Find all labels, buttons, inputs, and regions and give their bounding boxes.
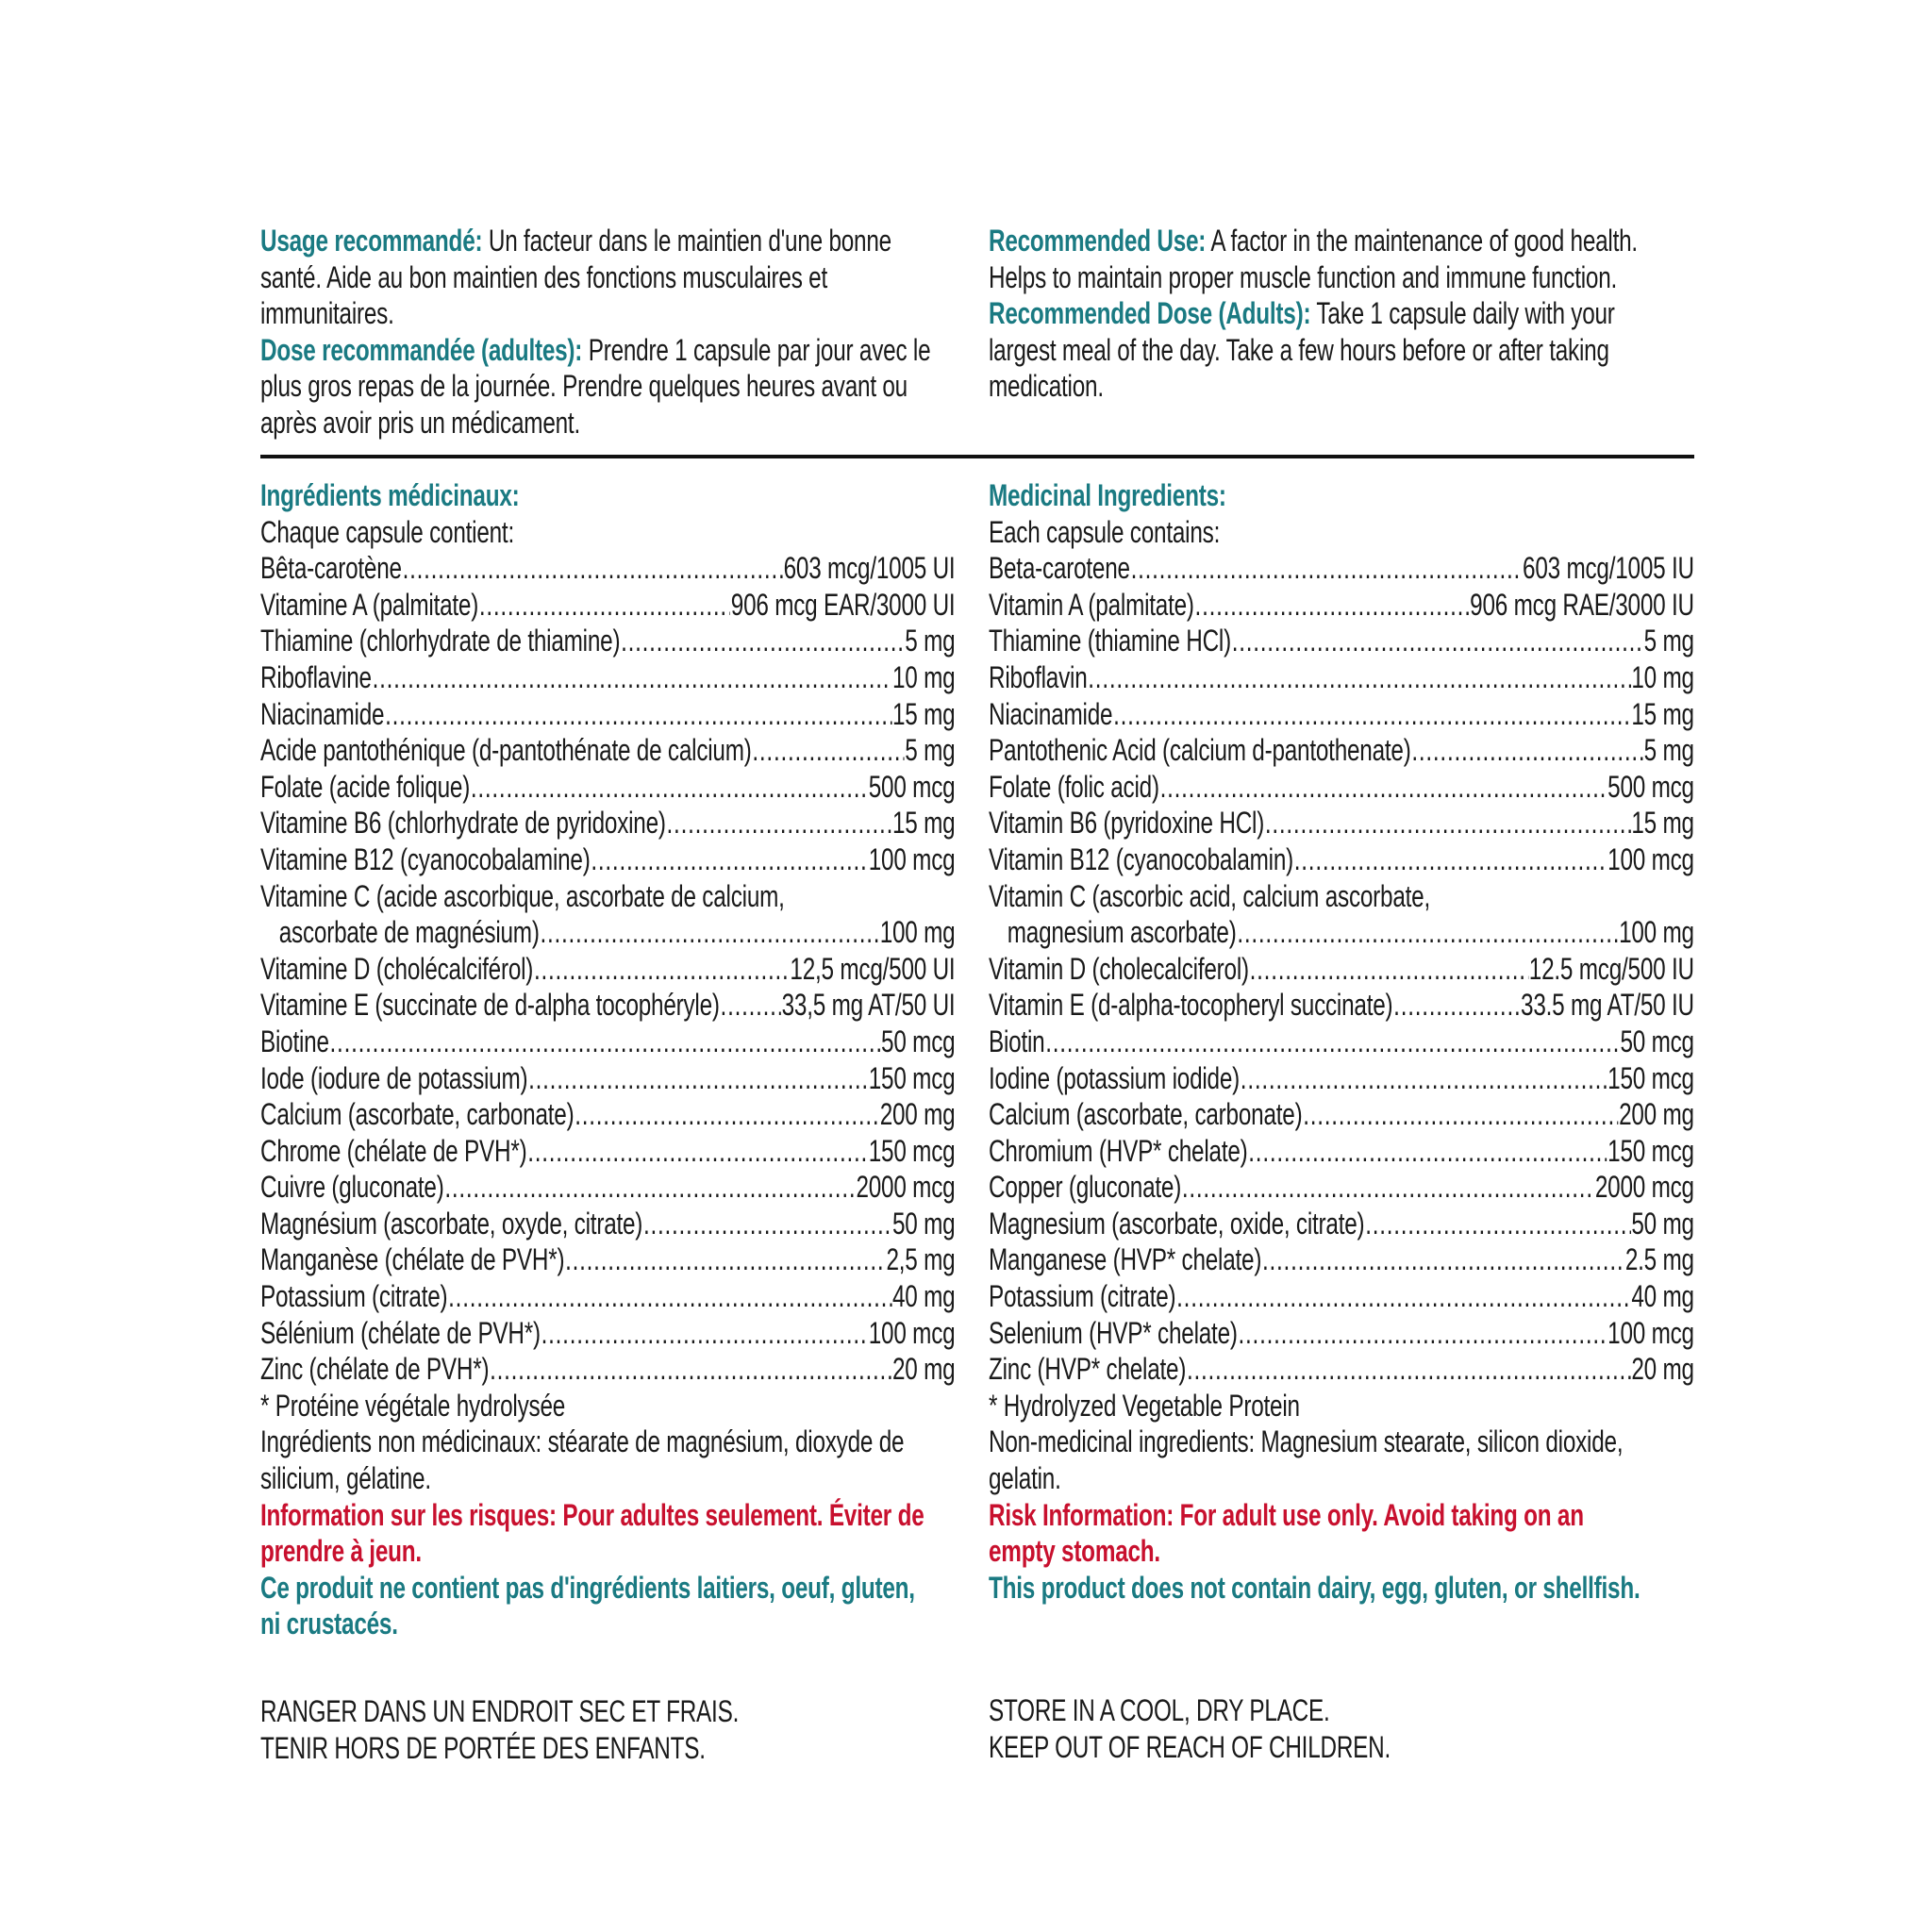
en-vitc-line-1: Vitamin C (ascorbic acid, calcium ascorbate, <box>989 878 1431 913</box>
ingredient-row <box>989 1096 1694 1133</box>
en-storage-1: STORE IN A COOL, DRY PLACE. <box>989 1693 1330 1728</box>
ingredient-row <box>989 1169 1694 1206</box>
ingredient-row <box>260 1133 955 1170</box>
leader-dots <box>541 1315 868 1352</box>
fr-use-line-3: immunitaires. <box>260 296 394 331</box>
ingredient-name: Calcium (ascorbate, carbonate) <box>989 1097 1303 1132</box>
ingredient-row <box>260 696 955 733</box>
leader-dots <box>1303 1096 1618 1133</box>
ingredient-name: Selenium (HVP* chelate) <box>989 1315 1238 1350</box>
ingredient-amount: 100 mcg <box>1607 841 1694 876</box>
ingredient-row <box>989 623 1694 659</box>
en-usage-block <box>989 223 1683 405</box>
ingredient-amount: 100 mcg <box>868 841 956 876</box>
ingredient-row <box>260 951 955 988</box>
leader-dots <box>1250 951 1528 988</box>
en-vitc-name: magnesium ascorbate) <box>1007 915 1237 950</box>
en-use-line-1: Recommended Use: A factor in the maintenance of good health. <box>989 224 1638 258</box>
ingredient-name: Copper (gluconate) <box>989 1170 1182 1205</box>
ingredient-name: Cuivre (gluconate) <box>260 1170 444 1205</box>
ingredient-name: Chrome (chélate de PVH*) <box>260 1133 527 1168</box>
fr-use-line-1: Usage recommandé: Un facteur dans le maintien d'une bonne <box>260 224 891 258</box>
ingredient-row <box>260 805 955 841</box>
ingredient-row <box>260 1060 955 1097</box>
leader-dots <box>1265 805 1631 841</box>
en-vitc-row <box>989 914 1694 951</box>
ingredient-name: Vitamine B6 (chlorhydrate de pyridoxine) <box>260 806 666 841</box>
ingredient-name: Magnésium (ascorbate, oxyde, citrate) <box>260 1206 643 1241</box>
leader-dots <box>1411 732 1643 769</box>
ingredient-row <box>989 659 1694 696</box>
fr-ingredients-heading: Ingrédients médicinaux: <box>260 478 520 512</box>
ingredient-name: Pantothenic Acid (calcium d-pantothenate) <box>989 733 1411 768</box>
ingredient-amount: 12,5 mcg/500 UI <box>790 951 956 986</box>
leader-dots <box>330 1024 881 1060</box>
fr-footnote: * Protéine végétale hydrolysée <box>260 1388 566 1423</box>
ingredient-name: Folate (acide folique) <box>260 769 471 804</box>
leader-dots <box>373 659 892 696</box>
ingredient-row <box>989 696 1694 733</box>
leader-dots <box>471 769 868 806</box>
leader-dots <box>1232 623 1643 659</box>
ingredient-amount: 603 mcg/1005 UI <box>783 551 956 586</box>
fr-ingredient-list-2 <box>260 951 955 1388</box>
ingredient-amount: 200 mg <box>879 1097 956 1132</box>
leader-dots <box>1262 1241 1624 1278</box>
ingredient-name: Biotine <box>260 1024 329 1058</box>
ingredient-name: Thiamine (chlorhydrate de thiamine) <box>260 624 621 658</box>
fr-allergen-1: Ce produit ne contient pas d'ingrédients laitiers, oeuf, gluten, <box>260 1570 915 1605</box>
ingredient-row <box>260 732 955 769</box>
en-allergen-1: This product does not contain dairy, egg, gluten, or shellfish. <box>989 1570 1641 1605</box>
ingredient-row <box>260 550 955 587</box>
en-dose-label: Recommended Dose (Adults): <box>989 296 1311 331</box>
ingredient-name: Bêta-carotène <box>260 551 402 586</box>
leader-dots <box>1045 1024 1619 1060</box>
ingredient-row <box>260 769 955 806</box>
ingredient-row <box>989 1315 1694 1352</box>
ingredient-row <box>989 732 1694 769</box>
leader-dots <box>534 951 790 988</box>
leader-dots <box>1187 1351 1631 1388</box>
en-each-capsule: Each capsule contains: <box>989 514 1221 549</box>
ingredient-name: Vitamine B12 (cyanocobalamine) <box>260 841 591 876</box>
ingredient-amount: 500 mcg <box>1607 769 1694 804</box>
ingredient-name: Vitamin B6 (pyridoxine HCl) <box>989 806 1265 841</box>
ingredient-amount: 500 mcg <box>868 769 956 804</box>
ingredient-name: Zinc (HVP* chelate) <box>989 1352 1187 1387</box>
leader-dots <box>490 1351 891 1388</box>
leader-dots <box>1176 1278 1630 1315</box>
fr-vitc-name: ascorbate de magnésium) <box>278 915 540 950</box>
ingredient-amount: 2.5 mg <box>1624 1242 1694 1277</box>
ingredient-amount: 906 mcg EAR/3000 UI <box>730 587 956 622</box>
ingredient-row <box>989 769 1694 806</box>
ingredient-row <box>260 623 955 659</box>
fr-use-label: Usage recommandé: <box>260 224 483 258</box>
ingredient-amount: 100 mcg <box>1607 1315 1694 1350</box>
ingredient-amount: 100 mcg <box>868 1315 956 1350</box>
leader-dots <box>385 696 891 733</box>
leader-dots <box>1160 769 1607 806</box>
fr-vitc-row <box>260 914 955 951</box>
ingredient-name: Vitamin D (cholecalciferol) <box>989 951 1249 986</box>
leader-dots <box>479 587 730 624</box>
ingredient-row <box>989 1278 1694 1315</box>
fr-ingredient-list <box>260 550 955 877</box>
ingredient-name: Vitamine A (palmitate) <box>260 587 479 622</box>
ingredient-row <box>260 1241 955 1278</box>
ingredient-row <box>260 1206 955 1242</box>
ingredient-row <box>989 1060 1694 1097</box>
ingredient-row <box>989 987 1694 1024</box>
ingredient-row <box>989 951 1694 988</box>
fr-storage-1: RANGER DANS UN ENDROIT SEC ET FRAIS. <box>260 1694 740 1728</box>
leader-dots <box>527 1133 868 1170</box>
ingredient-row <box>260 1278 955 1315</box>
ingredient-name: Riboflavin <box>989 659 1088 694</box>
leader-dots <box>1239 1315 1607 1352</box>
ingredient-amount: 2000 mcg <box>1594 1170 1694 1205</box>
leader-dots <box>565 1241 886 1278</box>
fr-each-capsule: Chaque capsule contient: <box>260 514 515 549</box>
ingredient-row <box>989 587 1694 624</box>
fr-dose-line-1: Dose recommandée (adultes): Prendre 1 capsule par jour avec le <box>260 332 931 367</box>
leader-dots <box>1393 987 1520 1024</box>
ingredient-amount: 5 mg <box>1643 733 1694 768</box>
ingredient-row <box>989 550 1694 587</box>
leader-dots <box>667 805 892 841</box>
fr-dose-label: Dose recommandée (adultes): <box>260 332 583 367</box>
en-footnote: * Hydrolyzed Vegetable Protein <box>989 1388 1300 1423</box>
ingredient-name: Zinc (chélate de PVH*) <box>260 1352 490 1387</box>
ingredient-name: Manganèse (chélate de PVH*) <box>260 1242 565 1277</box>
en-risk-1: Risk Information: For adult use only. Avoid taking on an <box>989 1497 1584 1532</box>
ingredient-row <box>260 1096 955 1133</box>
ingredient-amount: 33,5 mg AT/50 UI <box>781 988 956 1023</box>
ingredient-name: Potassium (citrate) <box>989 1279 1176 1314</box>
ingredient-row <box>260 587 955 624</box>
en-ingredients-block <box>989 477 1694 1766</box>
leader-dots <box>1113 696 1631 733</box>
fr-use-line-2: santé. Aide au bon maintien des fonctions musculaires et <box>260 259 828 294</box>
ingredient-name: Sélénium (chélate de PVH*) <box>260 1315 541 1350</box>
fr-dose-line-3: après avoir pris un médicament. <box>260 405 580 440</box>
ingredient-row <box>260 841 955 878</box>
ingredient-amount: 50 mg <box>891 1206 956 1241</box>
leader-dots <box>1195 587 1470 624</box>
ingredient-amount: 150 mcg <box>1607 1133 1694 1168</box>
fr-storage-2: TENIR HORS DE PORTÉE DES ENFANTS. <box>260 1730 706 1765</box>
ingredient-amount: 20 mg <box>891 1352 956 1387</box>
en-dose-line-3: medication. <box>989 369 1104 404</box>
en-vitc-amount: 100 mg <box>1619 915 1694 950</box>
leader-dots <box>444 1169 855 1206</box>
ingredient-row <box>989 841 1694 878</box>
en-non-medicinal-1: Non-medicinal ingredients: Magnesium stearate, silicon dioxide, <box>989 1424 1624 1459</box>
leader-dots <box>621 623 904 659</box>
ingredient-amount: 906 mcg RAE/3000 IU <box>1470 587 1694 622</box>
leader-dots <box>1237 914 1618 951</box>
ingredient-name: Iodine (potassium iodide) <box>989 1060 1241 1095</box>
ingredient-row <box>260 1024 955 1060</box>
ingredient-row <box>989 1206 1694 1242</box>
ingredient-row <box>260 1351 955 1388</box>
en-dose-line-2: largest meal of the day. Take a few hours before or after taking <box>989 332 1609 367</box>
ingredient-amount: 50 mcg <box>881 1024 956 1058</box>
ingredient-name: Iode (iodure de potassium) <box>260 1060 528 1095</box>
ingredient-amount: 15 mg <box>891 806 956 841</box>
ingredient-amount: 603 mcg/1005 IU <box>1523 551 1694 586</box>
ingredient-row <box>989 1351 1694 1388</box>
ingredient-amount: 2000 mcg <box>856 1170 956 1205</box>
fr-vitc-line-1: Vitamine C (acide ascorbique, ascorbate de calcium, <box>260 878 785 913</box>
leader-dots <box>1248 1133 1607 1170</box>
en-non-medicinal-2: gelatin. <box>989 1461 1061 1496</box>
ingredient-name: Riboflavine <box>260 659 372 694</box>
ingredient-name: Niacinamide <box>989 696 1113 731</box>
leader-dots <box>1182 1169 1594 1206</box>
leader-dots <box>1131 550 1523 587</box>
ingredient-name: Magnesium (ascorbate, oxide, citrate) <box>989 1206 1365 1241</box>
leader-dots <box>403 550 783 587</box>
leader-dots <box>528 1060 868 1097</box>
en-dose-line-1: Recommended Dose (Adults): Take 1 capsule daily with your <box>989 296 1615 331</box>
ingredient-name: Vitamin E (d-alpha-tocopheryl succinate) <box>989 988 1393 1023</box>
leader-dots <box>575 1096 879 1133</box>
ingredient-row <box>260 987 955 1024</box>
en-ingredients-heading: Medicinal Ingredients: <box>989 478 1226 512</box>
ingredient-name: Acide pantothénique (d-pantothénate de calcium) <box>260 733 752 768</box>
ingredient-name: Vitamin B12 (cyanocobalamin) <box>989 841 1294 876</box>
ingredient-amount: 150 mcg <box>868 1133 956 1168</box>
fr-dose-line-2: plus gros repas de la journée. Prendre quelques heures avant ou <box>260 369 908 404</box>
ingredient-name: Vitamine D (cholécalciférol) <box>260 951 534 986</box>
ingredient-amount: 5 mg <box>905 733 956 768</box>
ingredient-name: Vitamine E (succinate de d-alpha tocophéryle) <box>260 988 720 1023</box>
fr-risk-1: Information sur les risques: Pour adultes seulement. Éviter de <box>260 1497 924 1532</box>
ingredient-name: Niacinamide <box>260 696 385 731</box>
en-risk-2: empty stomach. <box>989 1534 1160 1569</box>
leader-dots <box>721 987 781 1024</box>
ingredient-amount: 40 mg <box>891 1279 956 1314</box>
ingredient-amount: 20 mg <box>1631 1352 1694 1387</box>
ingredient-name: Folate (folic acid) <box>989 769 1159 804</box>
ingredient-name: Biotin <box>989 1024 1045 1058</box>
ingredient-amount: 50 mcg <box>1620 1024 1694 1058</box>
ingredient-amount: 5 mg <box>1643 624 1694 658</box>
ingredient-amount: 150 mcg <box>1607 1060 1694 1095</box>
ingredient-amount: 150 mcg <box>868 1060 956 1095</box>
ingredient-name: Potassium (citrate) <box>260 1279 448 1314</box>
en-storage-2: KEEP OUT OF REACH OF CHILDREN. <box>989 1730 1391 1764</box>
leader-dots <box>448 1278 891 1315</box>
ingredient-amount: 15 mg <box>891 696 956 731</box>
leader-dots <box>752 732 904 769</box>
ingredient-name: Thiamine (thiamine HCl) <box>989 624 1231 658</box>
en-use-label: Recommended Use: <box>989 224 1207 258</box>
ingredient-amount: 40 mg <box>1631 1279 1694 1314</box>
fr-non-medicinal-1: Ingrédients non médicinaux: stéarate de magnésium, dioxyde de <box>260 1424 905 1459</box>
ingredient-amount: 15 mg <box>1631 696 1694 731</box>
en-ingredient-list <box>989 550 1694 877</box>
fr-vitc-amount: 100 mg <box>879 915 956 950</box>
ingredient-row <box>260 1315 955 1352</box>
leader-dots <box>643 1206 891 1242</box>
ingredient-amount: 12.5 mcg/500 IU <box>1528 951 1694 986</box>
leader-dots <box>591 841 868 878</box>
ingredient-amount: 5 mg <box>905 624 956 658</box>
leader-dots <box>540 914 878 951</box>
ingredient-row <box>260 1169 955 1206</box>
ingredient-name: Calcium (ascorbate, carbonate) <box>260 1097 575 1132</box>
fr-risk-2: prendre à jeun. <box>260 1534 422 1569</box>
ingredient-amount: 33.5 mg AT/50 IU <box>1521 988 1694 1023</box>
en-ingredient-list-2 <box>989 951 1694 1388</box>
ingredient-name: Vitamin A (palmitate) <box>989 587 1194 622</box>
ingredient-amount: 2,5 mg <box>886 1242 956 1277</box>
ingredient-amount: 200 mg <box>1619 1097 1694 1132</box>
leader-dots <box>1294 841 1607 878</box>
ingredient-row <box>989 1241 1694 1278</box>
ingredient-amount: 50 mg <box>1631 1206 1694 1241</box>
en-use-line-2: Helps to maintain proper muscle function and immune function. <box>989 259 1618 294</box>
fr-non-medicinal-2: silicium, gélatine. <box>260 1461 431 1496</box>
fr-allergen-2: ni crustacés. <box>260 1607 398 1641</box>
ingredient-name: Manganese (HVP* chelate) <box>989 1242 1262 1277</box>
fr-usage-block <box>260 223 955 441</box>
ingredient-amount: 10 mg <box>1631 659 1694 694</box>
leader-dots <box>1088 659 1630 696</box>
ingredient-row <box>989 1133 1694 1170</box>
ingredient-amount: 15 mg <box>1631 806 1694 841</box>
ingredient-name: Chromium (HVP* chelate) <box>989 1133 1248 1168</box>
ingredient-name: Beta-carotene <box>989 551 1130 586</box>
ingredient-row <box>989 1024 1694 1060</box>
ingredient-row <box>260 659 955 696</box>
ingredient-row <box>989 805 1694 841</box>
leader-dots <box>1365 1206 1630 1242</box>
ingredient-amount: 10 mg <box>891 659 956 694</box>
section-divider <box>260 455 1694 458</box>
fr-ingredients-block <box>260 477 955 1766</box>
leader-dots <box>1241 1060 1607 1097</box>
